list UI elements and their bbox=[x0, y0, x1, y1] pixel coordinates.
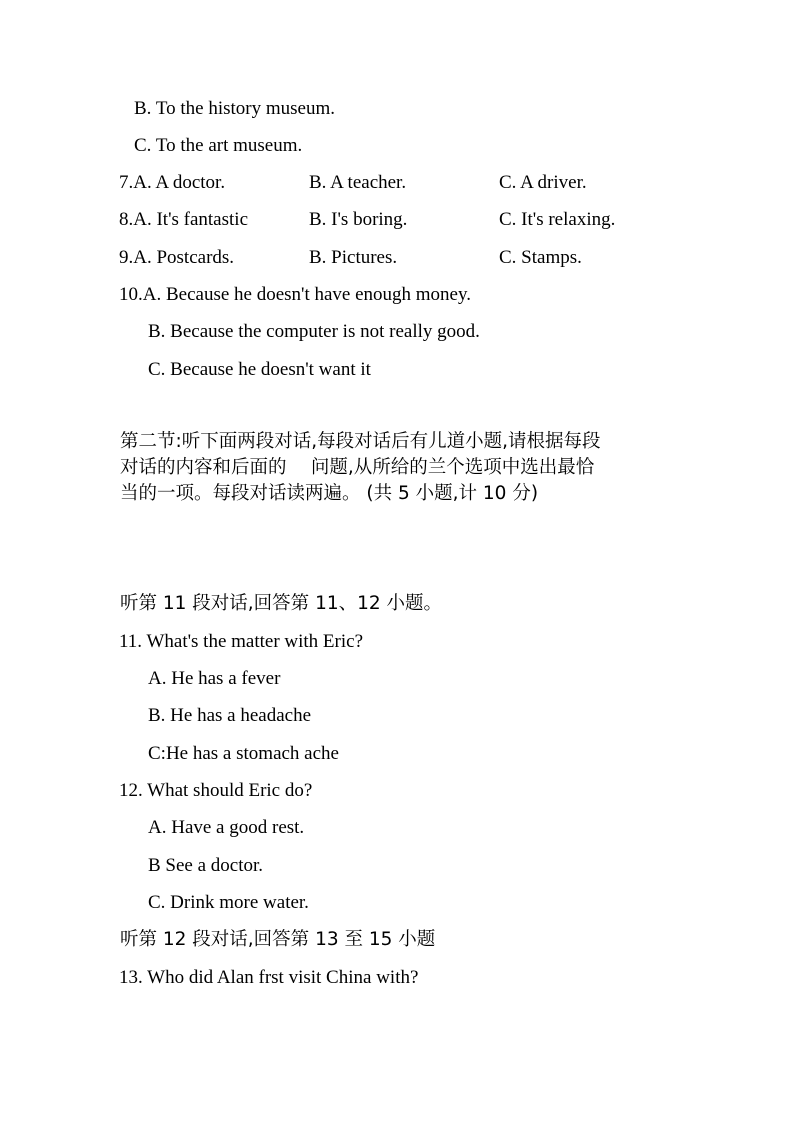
q11-option-c: C:He has a stomach ache bbox=[148, 743, 339, 764]
q7-option-b: B. A teacher. bbox=[309, 172, 407, 193]
q11-question: 11. What's the matter with Eric? bbox=[119, 631, 364, 652]
q13-question: 13. Who did Alan frst visit China with? bbox=[119, 967, 419, 988]
dialogue12-intro: 听第 12 段对话,回答第 13 至 15 小题 bbox=[120, 929, 436, 950]
section2-instructions bbox=[120, 429, 680, 507]
section2-line1: 第二节:听下面两段对话,每段对话后有儿道小题,请根据每段 bbox=[120, 431, 601, 452]
q11-option-a: A. He has a fever bbox=[148, 668, 281, 689]
q9-option-b: B. Pictures. bbox=[309, 247, 398, 268]
q8-option-a: 8.A. It's fantastic bbox=[119, 209, 249, 230]
q6-option-c: C. To the art museum. bbox=[134, 135, 303, 156]
q12-question: 12. What should Eric do? bbox=[119, 780, 313, 801]
q6-option-b: B. To the history museum. bbox=[134, 98, 335, 119]
q12-option-c: C. Drink more water. bbox=[148, 892, 309, 913]
q12-option-a: A. Have a good rest. bbox=[148, 817, 305, 838]
q12-option-b: B See a doctor. bbox=[148, 855, 264, 876]
q7-row bbox=[119, 171, 679, 195]
q8-row bbox=[119, 208, 679, 232]
q11-option-b: B. He has a headache bbox=[148, 705, 312, 726]
q9-row bbox=[119, 246, 679, 270]
q7-option-c: C. A driver. bbox=[499, 172, 587, 193]
q8-option-c: C. It's relaxing. bbox=[499, 209, 616, 230]
q10-option-a: 10.A. Because he doesn't have enough money. bbox=[119, 284, 472, 305]
q9-option-c: C. Stamps. bbox=[499, 247, 582, 268]
q9-option-a: 9.A. Postcards. bbox=[119, 247, 235, 268]
q10-option-b: B. Because the computer is not really good. bbox=[148, 321, 480, 342]
section2-line2: 对话的内容和后面的 问题,从所给的兰个选项中选出最恰 bbox=[120, 457, 595, 478]
q10-option-c: C. Because he doesn't want it bbox=[148, 359, 371, 380]
q7-option-a: 7.A. A doctor. bbox=[119, 172, 226, 193]
dialogue11-intro: 听第 11 段对话,回答第 11、12 小题。 bbox=[120, 593, 443, 614]
q8-option-b: B. I's boring. bbox=[309, 209, 408, 230]
section2-line3: 当的一项。每段对话读两遍。 (共 5 小题,计 10 分) bbox=[120, 483, 539, 504]
